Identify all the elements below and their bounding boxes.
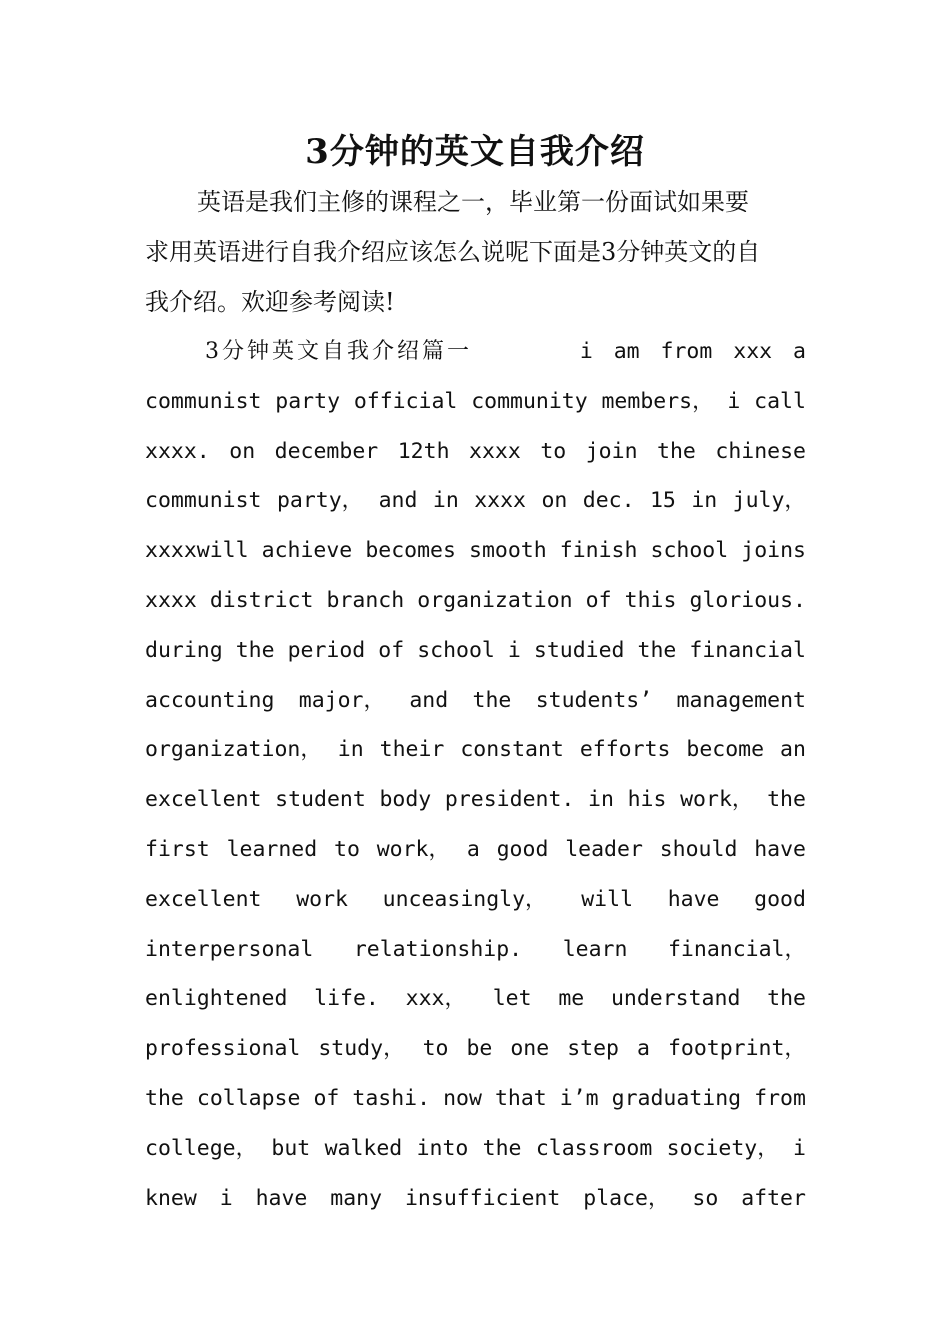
- word: 15: [649, 488, 676, 514]
- word: knew: [145, 1185, 197, 1211]
- word: finish: [559, 538, 638, 564]
- word: branch: [326, 587, 405, 613]
- section-heading: 3分钟英文自我介绍篇一: [205, 339, 472, 364]
- section-first-line-text: i am from xxx a: [579, 339, 806, 364]
- word: achieve: [261, 538, 353, 564]
- word: major，: [298, 687, 386, 713]
- intro-paragraph: [145, 177, 806, 327]
- body-line: [145, 925, 806, 975]
- document-title: 3分钟的英文自我介绍: [305, 132, 645, 172]
- word: have: [667, 886, 720, 912]
- word: study，: [318, 1036, 405, 1062]
- word: walked: [324, 1135, 403, 1161]
- word: xxxx.: [145, 438, 210, 464]
- body-line: [145, 825, 806, 875]
- word: constant: [460, 737, 564, 763]
- body-line: [145, 1174, 806, 1224]
- word: efforts: [579, 737, 671, 763]
- word: one: [510, 1036, 550, 1062]
- word: learn: [562, 936, 628, 962]
- word: organization，: [145, 737, 322, 763]
- word: the: [235, 637, 275, 663]
- word: excellent: [145, 886, 262, 912]
- word: of: [585, 587, 612, 613]
- body-line: [145, 427, 806, 477]
- word: interpersonal: [145, 936, 314, 962]
- word: i: [793, 1135, 806, 1161]
- word: studied: [533, 637, 625, 663]
- word: of: [313, 1085, 340, 1111]
- word: life.: [314, 986, 379, 1012]
- word: in: [691, 488, 718, 514]
- word: community: [471, 388, 588, 414]
- body-line: [145, 576, 806, 626]
- section-paragraph: [145, 327, 806, 1223]
- section-first-line: [145, 327, 806, 377]
- word: so: [692, 1185, 719, 1211]
- word: excellent: [145, 787, 262, 813]
- word: work: [296, 886, 348, 912]
- word: party，: [276, 488, 364, 514]
- word: have: [255, 1185, 308, 1211]
- word: understand: [610, 986, 741, 1012]
- word: school: [417, 637, 495, 663]
- word: 12th: [397, 438, 450, 464]
- word: xxxxwill: [145, 538, 249, 564]
- word: join: [585, 438, 638, 464]
- section-body-lines: [145, 377, 806, 1224]
- word: xxxx: [469, 438, 521, 464]
- intro-line: 英语是我们主修的课程之一，毕业第一份面试如果要: [197, 188, 749, 216]
- word: college，: [145, 1135, 258, 1161]
- word: me: [558, 986, 585, 1012]
- word: on: [229, 438, 256, 464]
- word: the: [472, 687, 512, 713]
- word: becomes: [365, 538, 456, 564]
- word: the: [767, 986, 806, 1012]
- word: xxx，: [405, 986, 466, 1012]
- word: should: [659, 836, 738, 862]
- word: an: [780, 737, 806, 763]
- word: communist: [145, 388, 262, 414]
- word: to: [422, 1036, 449, 1062]
- word: financial: [689, 637, 806, 663]
- word: first: [145, 836, 210, 862]
- intro-line: 我介绍。欢迎参考阅读!: [145, 288, 395, 316]
- body-line: [145, 526, 806, 576]
- word: party: [275, 388, 341, 414]
- body-line: [145, 725, 806, 775]
- word: this: [624, 587, 677, 613]
- word: december: [274, 438, 379, 464]
- word: work，: [376, 836, 450, 862]
- word: students’: [535, 687, 653, 713]
- word: a: [636, 1036, 650, 1062]
- word: footprint，: [667, 1036, 806, 1062]
- word: place，: [583, 1185, 670, 1211]
- word: organization: [417, 587, 573, 613]
- word: i: [507, 637, 521, 663]
- body-line: [145, 875, 806, 925]
- word: classroom: [535, 1135, 653, 1161]
- word: that: [494, 1085, 547, 1111]
- word: i: [727, 388, 741, 414]
- intro-line: 求用英语进行自我介绍应该怎么说呢下面是3分钟英文的自: [145, 238, 761, 266]
- word: communist: [145, 488, 262, 514]
- word: july，: [732, 488, 806, 514]
- word: period: [287, 637, 366, 663]
- word: and: [378, 488, 418, 514]
- body-line: [145, 377, 806, 427]
- word: body: [379, 787, 432, 813]
- word: have: [754, 836, 806, 862]
- word: the: [657, 438, 696, 464]
- word: and: [409, 687, 449, 713]
- word: members，: [601, 388, 714, 414]
- word: will: [581, 886, 634, 912]
- word: now: [443, 1085, 482, 1111]
- word: leader: [565, 836, 643, 862]
- word: graduating: [611, 1085, 742, 1111]
- word: during: [145, 637, 223, 663]
- word: good: [754, 886, 806, 912]
- word: tashi.: [352, 1085, 431, 1111]
- word: of: [378, 637, 405, 663]
- body-line: [145, 1074, 806, 1124]
- word: insufficient: [404, 1185, 561, 1211]
- word: become: [686, 737, 765, 763]
- word: to: [540, 438, 567, 464]
- word: after: [741, 1185, 806, 1211]
- word: learned: [226, 836, 318, 862]
- word: be: [466, 1036, 493, 1062]
- word: a: [466, 836, 480, 862]
- body-line: [145, 626, 806, 676]
- word: in: [337, 737, 364, 763]
- word: collapse: [196, 1085, 301, 1111]
- word: glorious.: [689, 587, 806, 613]
- word: accounting: [145, 687, 275, 713]
- word: xxxx: [145, 587, 197, 613]
- body-line: [145, 676, 806, 726]
- word: the: [145, 1085, 184, 1111]
- word: smooth: [469, 538, 547, 564]
- word: society，: [666, 1135, 779, 1161]
- document-body: [145, 177, 806, 1223]
- word: on: [541, 488, 568, 514]
- word: management: [676, 687, 806, 713]
- body-line: [145, 476, 806, 526]
- word: professional: [145, 1036, 301, 1062]
- word: student: [275, 787, 366, 813]
- word: call: [754, 388, 806, 414]
- word: i: [219, 1185, 233, 1211]
- word: the: [637, 637, 677, 663]
- word: his: [627, 787, 667, 813]
- word: district: [209, 587, 314, 613]
- body-line: [145, 775, 806, 825]
- word: but: [271, 1135, 311, 1161]
- word: their: [379, 737, 445, 763]
- word: chinese: [715, 438, 806, 464]
- word: in: [432, 488, 459, 514]
- word: the: [767, 787, 806, 813]
- word: xxxx: [474, 488, 526, 514]
- body-line: [145, 1124, 806, 1174]
- word: joins: [741, 538, 806, 564]
- word: into: [416, 1135, 469, 1161]
- word: work，: [680, 787, 754, 813]
- word: school: [650, 538, 729, 564]
- word: let: [492, 986, 532, 1012]
- word: in: [588, 787, 614, 813]
- word: to: [334, 836, 360, 862]
- body-line: [145, 1024, 806, 1074]
- word: unceasingly，: [382, 886, 547, 912]
- word: financial，: [667, 936, 806, 962]
- word: dec.: [582, 488, 635, 514]
- word: relationship.: [353, 936, 523, 962]
- body-line: [145, 974, 806, 1024]
- word: from: [754, 1085, 806, 1111]
- word: the: [482, 1135, 522, 1161]
- word: i’m: [559, 1085, 599, 1111]
- word: many: [330, 1185, 383, 1211]
- word: enlightened: [145, 986, 288, 1012]
- word: official: [353, 388, 458, 414]
- word: good: [496, 836, 549, 862]
- word: president.: [444, 787, 575, 813]
- word: step: [567, 1036, 619, 1062]
